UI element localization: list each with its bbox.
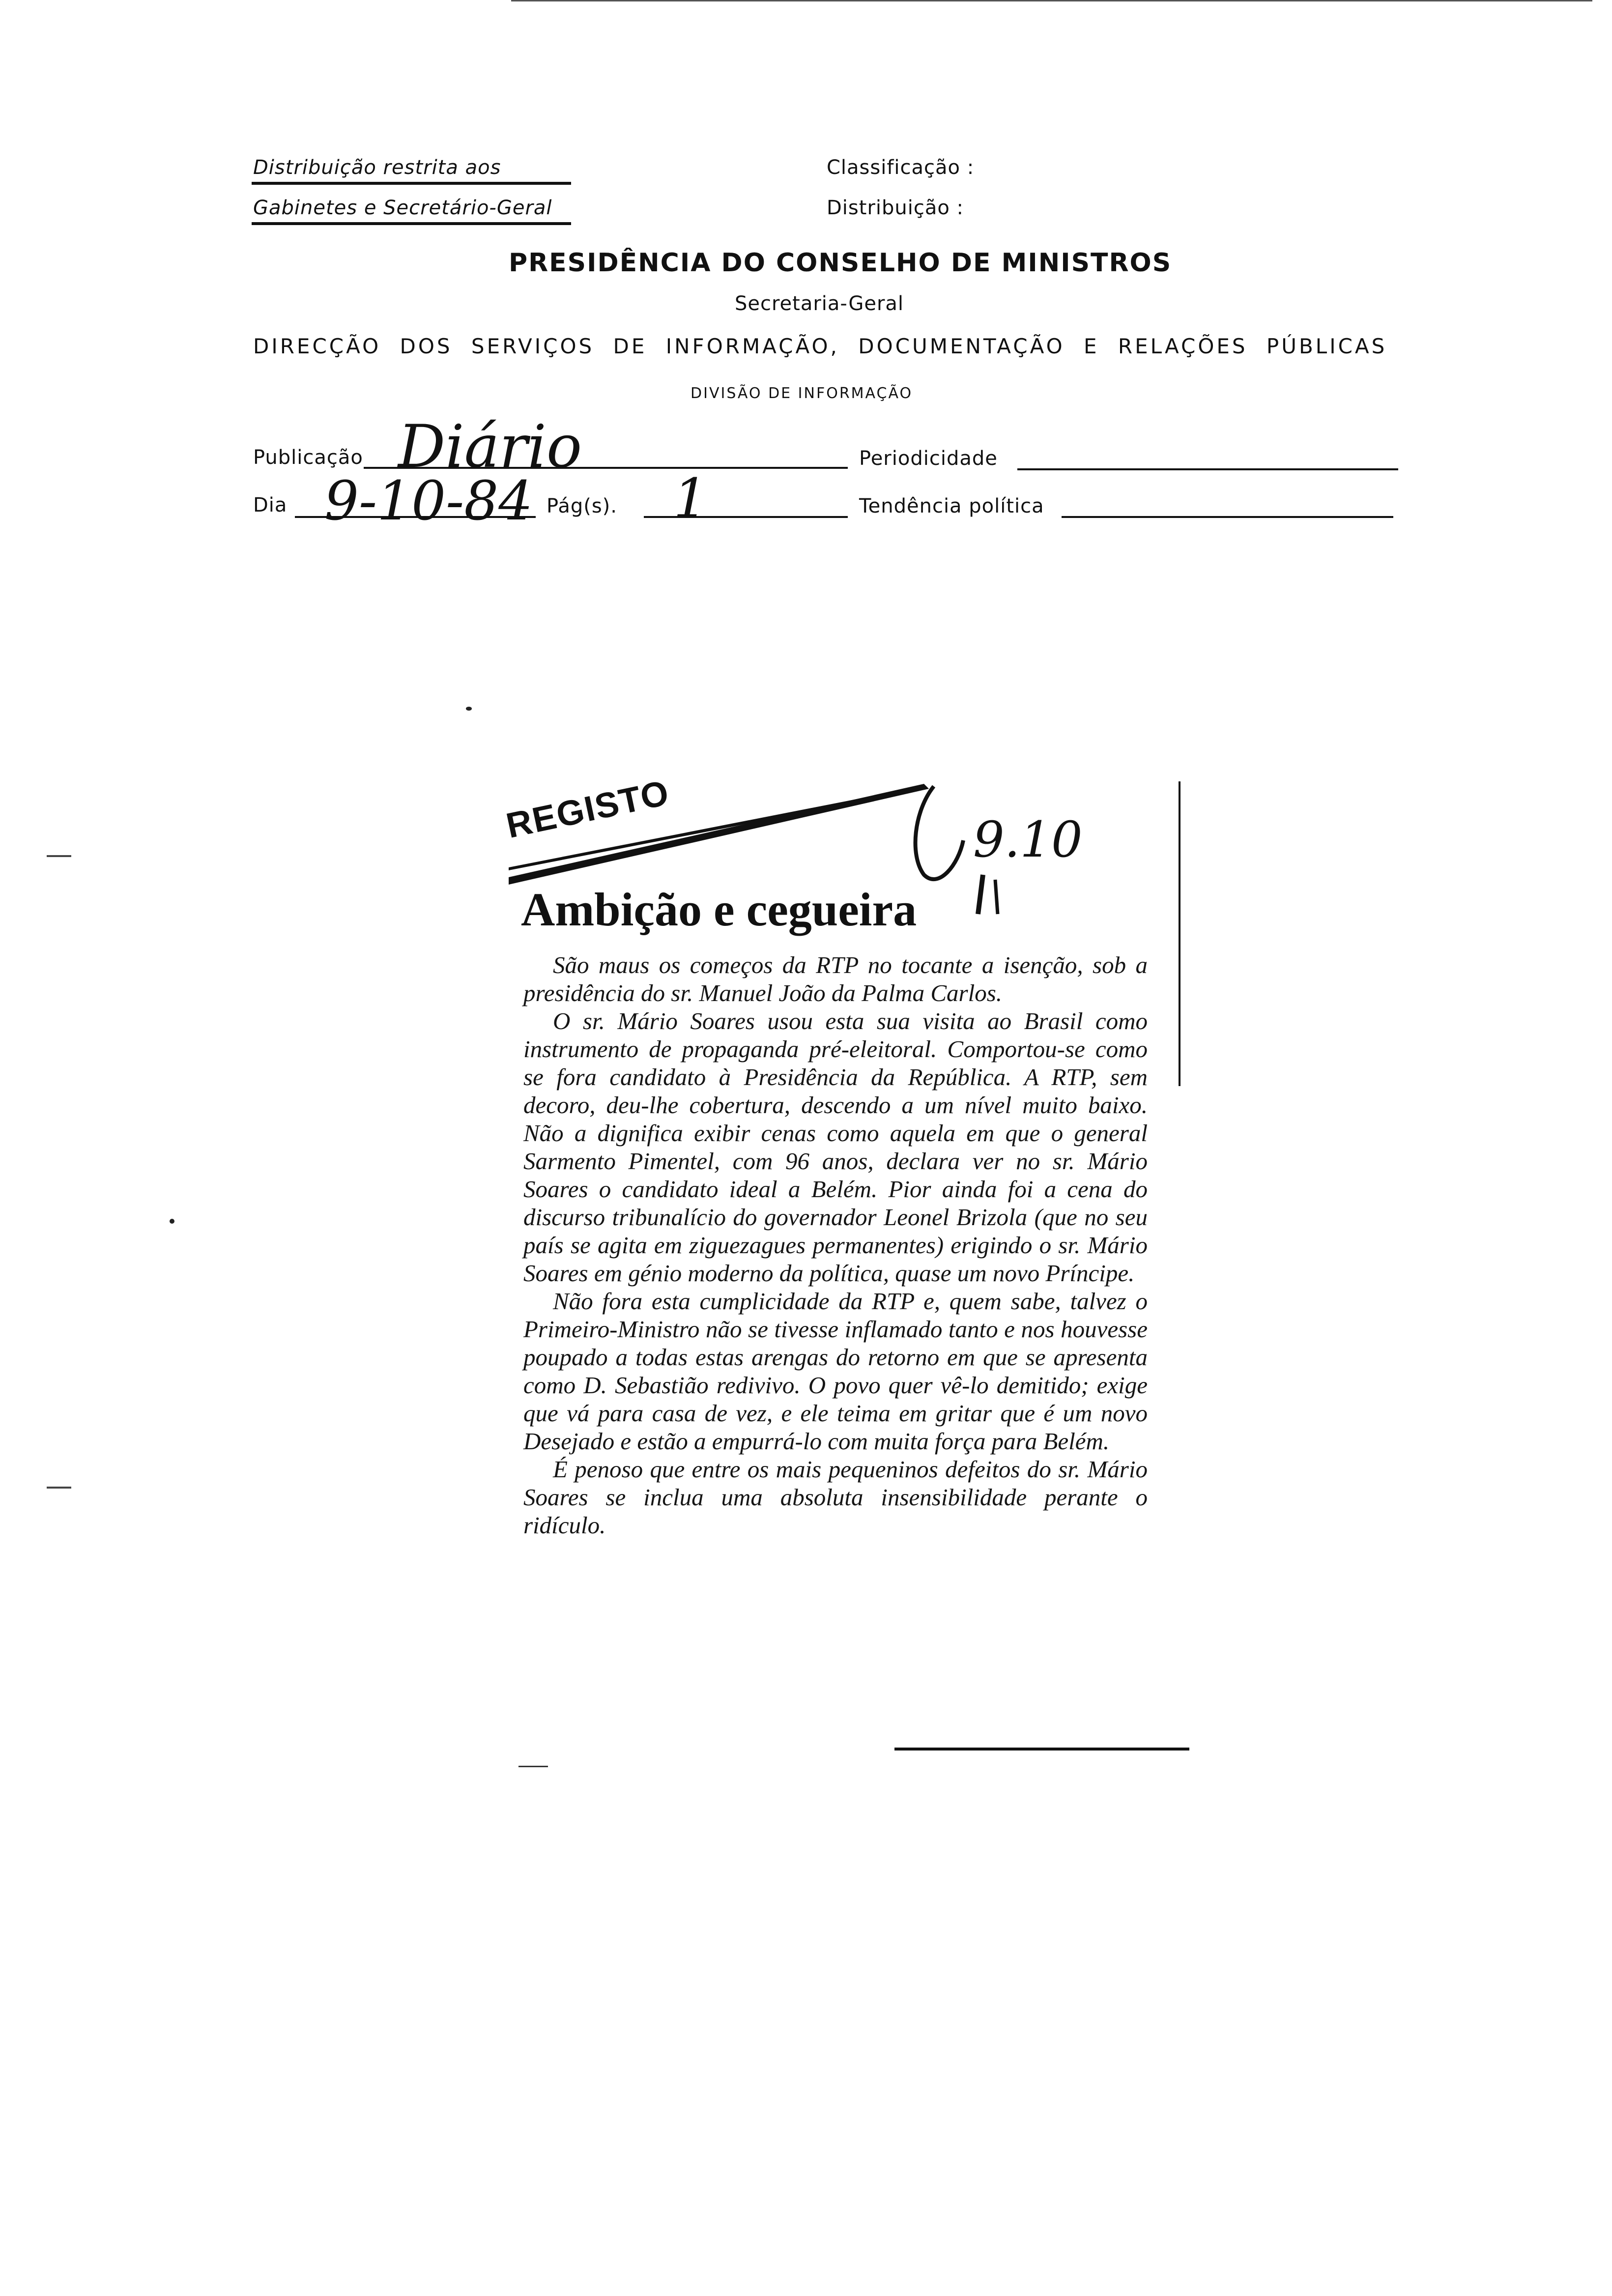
clipping-bottom-left-rule xyxy=(518,1766,548,1767)
tendencia-field-line xyxy=(1062,516,1393,518)
pags-label: Pág(s). xyxy=(547,495,617,517)
division-line: DIVISÃO DE INFORMAÇÃO xyxy=(691,385,913,402)
article-paragraph: Não fora esta cumplicidade da RTP e, quem sabe, talvez o Primeiro-Ministro não se tivesse inflamado tanto e nos houvesse poupado a todas estas arengas do retorno em que se apresenta como D. Sebastião redivivo. O povo quer vê-lo demitido; exige que vá para casa de vez, e ele teima em gritar que é um novo Desejado e estão a empurrá-lo com muita força para Belém. xyxy=(523,1288,1148,1455)
periodicidade-label: Periodicidade xyxy=(859,447,998,470)
org-title: PRESIDÊNCIA DO CONSELHO DE MINISTROS xyxy=(509,248,1172,278)
publicacao-handwritten-value: Diário xyxy=(398,413,582,481)
distribution-restriction-line2: Gabinetes e Secretário-Geral xyxy=(253,197,552,219)
clipping-bottom-rule xyxy=(894,1748,1189,1751)
header-left-underline2 xyxy=(252,222,571,225)
scan-speck xyxy=(466,707,472,711)
pags-handwritten-value: 1 xyxy=(673,467,708,530)
publicacao-label: Publicação xyxy=(253,446,363,469)
header-left-underline1 xyxy=(252,182,571,185)
scan-speck xyxy=(170,1219,174,1224)
clipping-right-border xyxy=(1179,781,1180,1086)
classification-label: Classificação : xyxy=(827,156,975,179)
periodicidade-field-line xyxy=(1017,468,1398,470)
scan-edge-mark xyxy=(47,1487,71,1489)
article-paragraph: O sr. Mário Soares usou esta sua visita ao Brasil como instrumento de propaganda pré-eleitoral. Comportou-se como se fora candidato à Presidência da República. A RTP, sem decoro, deu-lhe cobertura, descendo a um nível muito baixo. Não a dignifica exibir cenas como aquela em que o general Sarmento Pimentel, com 96 anos, declara ver no sr. Mário Soares o candidato ideal a Belém. Pior ainda foi a cena do discurso tribunalício do governador Leonel Brizola (que no seu país se agita em ziguezagues permanentes) erigindo o sr. Mário Soares em génio moderno da política, quase um novo Príncipe. xyxy=(523,1007,1148,1287)
directorate-line: DIRECÇÃO DOS SERVIÇOS DE INFORMAÇÃO, DOCUMENTAÇÃO E RELAÇÕES PÚBLICAS xyxy=(253,334,1387,358)
scan-top-edge xyxy=(511,0,1592,1)
dia-handwritten-value: 9-10-84 xyxy=(324,469,533,532)
handwritten-date-note: 9.10 xyxy=(973,811,1083,868)
clipping-headline: Ambição e cegueira xyxy=(521,883,917,936)
tendencia-label: Tendência política xyxy=(859,495,1044,517)
dia-label: Dia xyxy=(253,494,288,517)
distribution-restriction-line1: Distribuição restrita aos xyxy=(253,156,501,179)
distribution-label: Distribuição : xyxy=(827,197,964,219)
scan-edge-mark xyxy=(47,855,71,857)
article-paragraph: É penoso que entre os mais pequeninos defeitos do sr. Mário Soares se inclua uma absoluta insensibilidade perante o ridículo. xyxy=(523,1456,1148,1539)
registo-section-label: REGISTO xyxy=(503,773,673,846)
org-subtitle: Secretaria-Geral xyxy=(735,292,904,315)
clipping-article-body xyxy=(523,951,1148,1539)
handwritten-initials xyxy=(904,781,1003,919)
article-paragraph: São maus os começos da RTP no tocante a isenção, sob a presidência do sr. Manuel João da Palma Carlos. xyxy=(523,951,1148,1006)
